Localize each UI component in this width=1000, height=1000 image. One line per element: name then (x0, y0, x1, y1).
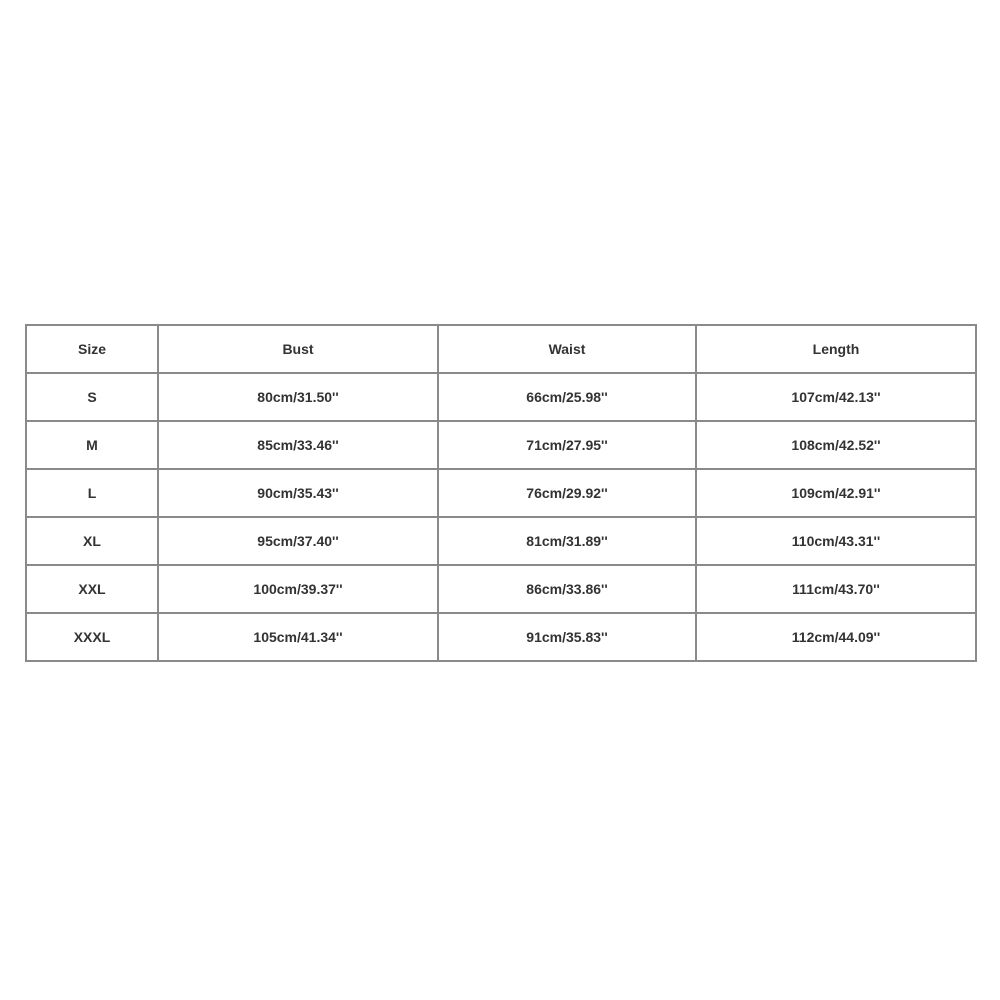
cell-size: M (26, 421, 158, 469)
cell-length: 111cm/43.70'' (696, 565, 976, 613)
header-size: Size (26, 325, 158, 373)
size-chart-table (25, 324, 977, 662)
table-row (26, 517, 976, 565)
cell-size: XL (26, 517, 158, 565)
cell-bust: 95cm/37.40'' (158, 517, 438, 565)
cell-size: XXXL (26, 613, 158, 661)
cell-bust: 85cm/33.46'' (158, 421, 438, 469)
cell-length: 110cm/43.31'' (696, 517, 976, 565)
header-waist: Waist (438, 325, 696, 373)
cell-waist: 76cm/29.92'' (438, 469, 696, 517)
header-length: Length (696, 325, 976, 373)
cell-bust: 90cm/35.43'' (158, 469, 438, 517)
cell-waist: 91cm/35.83'' (438, 613, 696, 661)
table-row (26, 469, 976, 517)
cell-length: 109cm/42.91'' (696, 469, 976, 517)
header-bust: Bust (158, 325, 438, 373)
cell-bust: 100cm/39.37'' (158, 565, 438, 613)
cell-length: 108cm/42.52'' (696, 421, 976, 469)
cell-bust: 105cm/41.34'' (158, 613, 438, 661)
cell-waist: 71cm/27.95'' (438, 421, 696, 469)
cell-waist: 66cm/25.98'' (438, 373, 696, 421)
cell-waist: 86cm/33.86'' (438, 565, 696, 613)
table-row (26, 565, 976, 613)
table-row (26, 421, 976, 469)
cell-length: 107cm/42.13'' (696, 373, 976, 421)
cell-waist: 81cm/31.89'' (438, 517, 696, 565)
cell-bust: 80cm/31.50'' (158, 373, 438, 421)
cell-size: XXL (26, 565, 158, 613)
cell-size: S (26, 373, 158, 421)
cell-length: 112cm/44.09'' (696, 613, 976, 661)
table-header-row (26, 325, 976, 373)
cell-size: L (26, 469, 158, 517)
table-row (26, 373, 976, 421)
table-row (26, 613, 976, 661)
